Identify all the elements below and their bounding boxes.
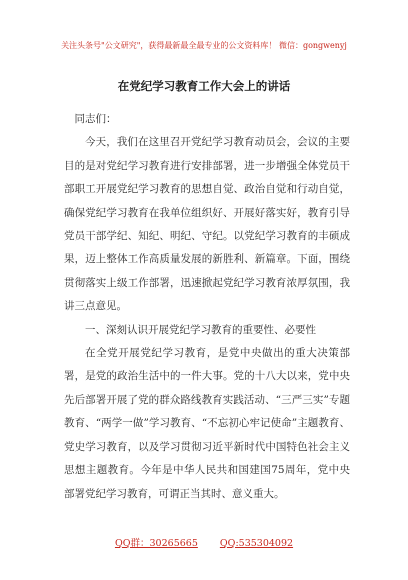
- document-title: 在党纪学习教育工作大会上的讲话: [117, 79, 291, 93]
- salutation: 同志们：: [74, 113, 117, 125]
- footer-contacts: [0, 535, 408, 549]
- section-heading-1: 一、深刻认识开展党纪学习教育的重要性、必要性: [85, 323, 316, 336]
- footer-qq-group: QQ群：30265665: [114, 538, 198, 549]
- document-body: [64, 108, 350, 506]
- footer-qq: QQ:535304092: [219, 538, 294, 549]
- paragraph-intro: 今天，我们在这里召开党纪学习教育动员会，会议的主要目的是对党纪学习教育进行安排部署，进一步增强全体党员干部职工开展党纪学习教育的思想自觉、政治自觉和行动自觉，确保党纪学习教育在我单位组织好、开展好落实好，教育引导党员干部学纪、知纪、明纪、守纪。以党纪学习教育的丰硕成果，迈上整体工作高质量发展的新胜利、新篇章。下面，围绕贯彻落实上级工作部署，迅速掀起党纪学习教育浓厚氛围，我讲三点意见。: [64, 136, 350, 313]
- header-banner: 关注头条号"公文研究"，获得最新最全最专业的公文资料库！ 微信：gongwenyj: [61, 41, 347, 50]
- paragraph-section-1: 在全党开展党纪学习教育，是党中央做出的重大决策部署，是党的政治生活中的一件大事。党的十八大以来，党中央先后部署开展了党的群众路线教育实践活动、“三严三实”专题教育、“两学一做”学习教育、“不忘初心牢记使命”主题教育、党史学习教育，以及学习贯彻习近平新时代中国特色社会主义思想主题教育。今年是中华人民共和国建国75周年，党中央部署党纪学习教育，可谓正当其时、意义重大。: [64, 347, 350, 500]
